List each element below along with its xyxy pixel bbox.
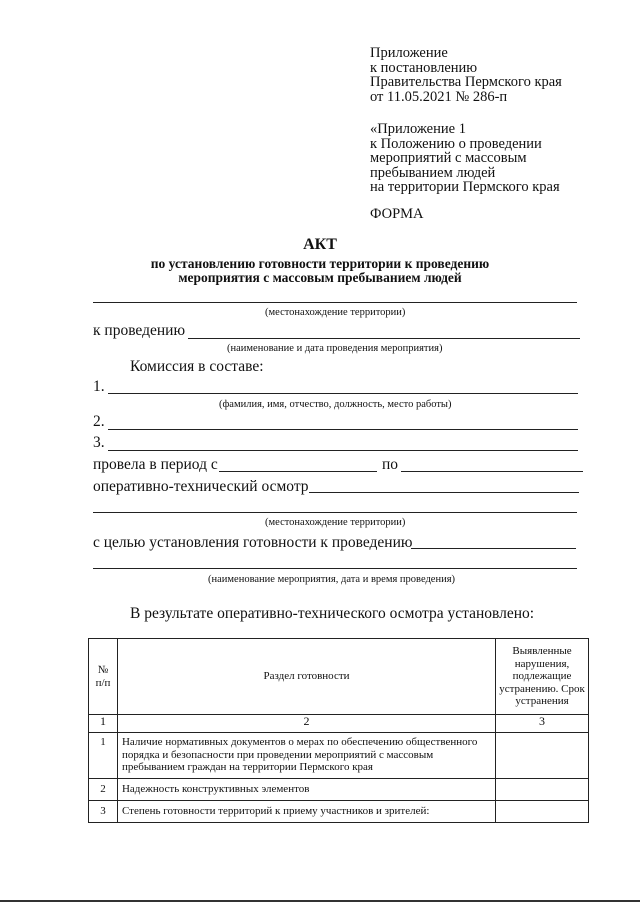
row-value-cell[interactable] (496, 733, 589, 779)
table-row (89, 733, 589, 779)
result-text: В результате оперативно-технического осмотра установлено: (130, 605, 535, 622)
period-to-label: по (382, 456, 399, 473)
member-2-label: 2. (93, 413, 105, 430)
member-2-field-line[interactable] (108, 429, 578, 430)
row-value-cell[interactable] (496, 801, 589, 823)
event-caption: (наименование и дата проведения мероприятия) (227, 343, 443, 354)
member-1-label: 1. (93, 378, 105, 395)
period-to-field-line[interactable] (401, 471, 583, 472)
readiness-table (88, 638, 589, 823)
page-edge-divider (0, 900, 640, 902)
period-from-field-line[interactable] (219, 471, 377, 472)
appendix-line: от 11.05.2021 № 286-п (370, 88, 508, 105)
location-field-line[interactable] (93, 302, 577, 303)
appendix-line: Приложение (370, 45, 448, 61)
row-value-cell[interactable] (496, 779, 589, 801)
appendix-header (370, 46, 562, 104)
member-1-field-line[interactable] (108, 393, 578, 394)
inspection-label: оперативно-технический осмотр (93, 478, 309, 495)
appendix-line: к Положению о проведении (370, 135, 542, 152)
header-violations: Выявленные нарушения, подлежащие устранению. Срок устранения (496, 639, 589, 715)
table-row (89, 779, 589, 801)
row-text: Степень готовности территорий к приему участников и зрителей: (117, 801, 495, 823)
row-text: Наличие нормативных документов о мерах по обеспечению общественного порядка и безопасности при проведении мероприятий с массовым пребыванием граждан на территории Пермского края (117, 733, 495, 779)
row-num: 1 (89, 733, 118, 779)
commission-label: Комиссия в составе: (130, 358, 264, 375)
members-caption: (фамилия, имя, отчество, должность, место работы) (219, 399, 452, 410)
location-2-caption: (местонахождение территории) (265, 517, 406, 528)
row-num: 3 (89, 801, 118, 823)
appendix-line: «Приложение 1 (370, 121, 466, 137)
appendix-line: мероприятий с массовым (370, 150, 527, 166)
appendix-line: пребыванием людей (370, 164, 496, 181)
event-2-caption: (наименование мероприятия, дата и время проведения) (208, 574, 456, 585)
location-2-field-line[interactable] (93, 512, 577, 513)
header-num: № п/п (89, 639, 118, 715)
period-from-label: провела в период с (93, 456, 218, 473)
inspection-field-line[interactable] (309, 492, 579, 493)
appendix-sub-header (370, 122, 560, 195)
event-2-field-line[interactable] (93, 568, 577, 569)
col-number: 1 (89, 715, 118, 733)
member-3-field-line[interactable] (108, 450, 578, 451)
purpose-field-line[interactable] (411, 548, 576, 549)
table-header-row (89, 639, 589, 715)
row-num: 2 (89, 779, 118, 801)
header-section: Раздел готовности (117, 639, 495, 715)
event-field-line[interactable] (188, 338, 580, 339)
to-event-label: к проведению (93, 322, 186, 339)
appendix-line: Правительства Пермского края (370, 74, 562, 90)
location-caption: (местонахождение территории) (265, 307, 406, 318)
member-3-label: 3. (93, 434, 105, 451)
document-subtitle-2: мероприятия с массовым пребыванием людей (178, 270, 462, 285)
form-label: ФОРМА (370, 206, 424, 222)
row-text: Надежность конструктивных элементов (117, 779, 495, 801)
document-subtitle-1: по установлению готовности территории к проведению (150, 256, 490, 271)
col-number: 2 (117, 715, 495, 733)
appendix-line: на территории Пермского края (370, 179, 560, 195)
appendix-line: к постановлению (370, 59, 478, 76)
table-col-number-row (89, 715, 589, 733)
purpose-label: с целью установления готовности к проведению (93, 534, 413, 551)
document-title: АКТ (303, 236, 337, 253)
col-number: 3 (496, 715, 589, 733)
table-row (89, 801, 589, 823)
